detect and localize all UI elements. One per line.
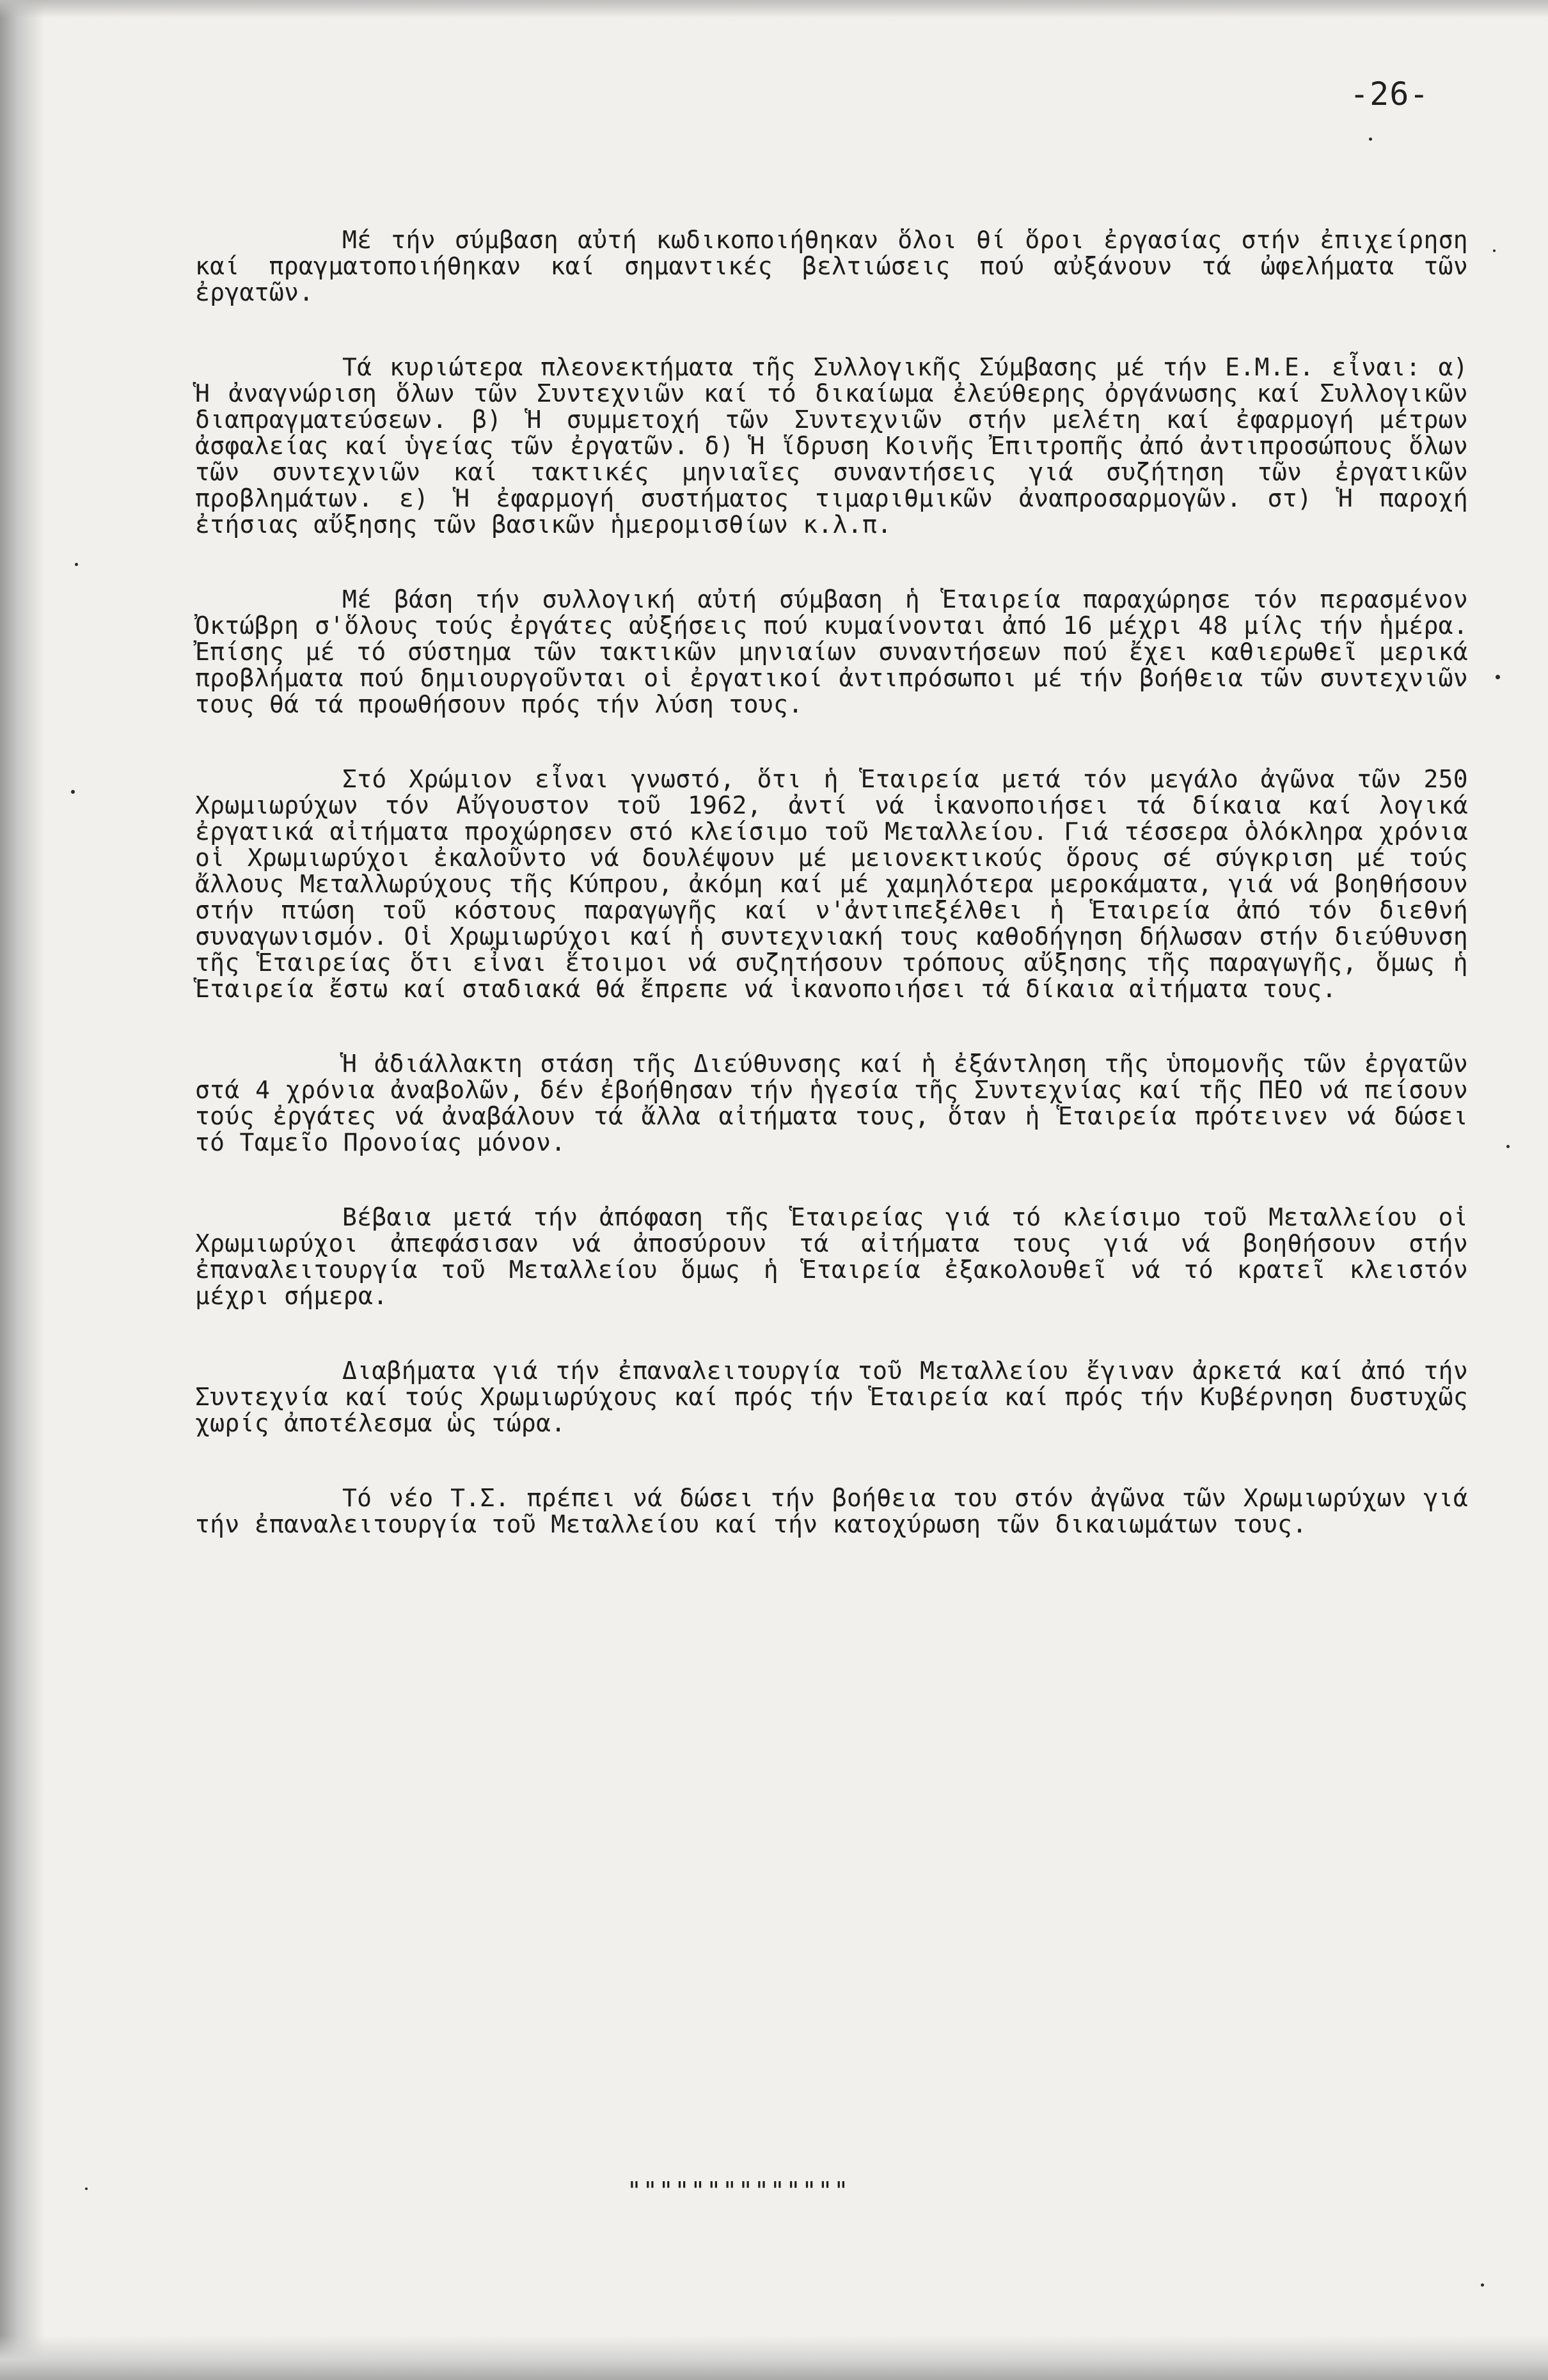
scan-speck	[1496, 675, 1500, 679]
document-body	[195, 227, 1468, 1586]
scan-speck	[1493, 249, 1496, 252]
scan-speck	[1481, 2283, 1484, 2287]
paragraph-3: Μέ βάση τήν συλλογική αὐτή σύμβαση ἡ Ἑταιρεία παραχώρησε τόν περασμένον Ὀκτώβρη σ'ὅλους τούς ἐργάτες αὐξήσεις πού κυμαίνονται ἀπό 16 μέχρι 48 μίλς τήν ἡμέρα. Ἐπίσης μέ τό σύστημα τῶν τακτικῶν μηνιαίων συναντήσεων πού ἔχει καθιερωθεῖ μερικά προβλήματα πού δημιουργοῦνται οἱ ἐργατικοί ἀντιπρόσωποι μέ τήν βοήθεια τῶν συντεχνιῶν τους θά τά προωθήσουν πρός τήν λύση τους.	[195, 585, 1468, 718]
page-number: -26-	[1350, 75, 1430, 113]
paragraph-8: Τό νέο Τ.Σ. πρέπει νά δώσει τήν βοήθεια του στόν ἀγῶνα τῶν Χρωμιωρύχων γιά τήν ἐπαναλειτουργία τοῦ Μεταλλείου καί τήν κατοχύρωση τῶν δικαιωμάτων τους.	[195, 1484, 1468, 1538]
scan-edge-top	[0, 0, 1548, 18]
end-of-text-mark: """"""""""""""	[627, 2177, 850, 2205]
paragraph-5: Ἡ ἀδιάλλακτη στάση τῆς Διεύθυνσης καί ἡ ἐξάντληση τῆς ὑπομονῆς τῶν ἐργατῶν στά 4 χρόνια ἀναβολῶν, δέν ἐβοήθησαν τήν ἡγεσία τῆς Συντεχνίας καί τῆς ΠΕΟ νά πείσουν τούς ἐργάτες νά ἀναβάλουν τά ἄλλα αἰτήματα τους, ὅταν ἡ Ἑταιρεία πρότεινεν νά δώσει τό Ταμεῖο Προνοίας μόνον.	[195, 1050, 1468, 1156]
paragraph-4: Στό Χρώμιον εἶναι γνωστό, ὅτι ἡ Ἑταιρεία μετά τόν μεγάλο ἀγῶνα τῶν 250 Χρωμιωρύχων τόν Αὔγουστον τοῦ 1962, ἀντί νά ἱκανοποιήσει τά δίκαια καί λογικά ἐργατικά αἰτήματα προχώρησεν στό κλείσιμο τοῦ Μεταλλείου. Γιά τέσσερα ὁλόκληρα χρόνια οἱ Χρωμιωρύχοι ἐκαλοῦντο νά δουλέψουν μέ μειονεκτικούς ὅρους σέ σύγκριση μέ τούς ἄλλους Μεταλλωρύχους τῆς Κύπρου, ἀκόμη καί μέ χαμηλότερα μεροκάματα, γιά νά βοηθήσουν στήν πτώση τοῦ κόστους παραγωγῆς καί ν'ἀντιπεξέλθει ἡ Ἑταιρεία ἀπό τόν διεθνή συναγωνισμόν. Οἱ Χρωμιωρύχοι καί ἡ συντεχνιακή τους καθοδήγηση δήλωσαν στήν διεύθυνση τῆς Ἑταιρείας ὅτι εἶναι ἕτοιμοι νά συζητήσουν τρόπους αὔξησης τῆς παραγωγῆς, ὅμως ἡ Ἑταιρεία ἔστω καί σταδιακά θά ἔπρεπε νά ἱκανοποιήσει τά δίκαια αἰτήματα τους.	[195, 765, 1468, 1003]
scan-speck	[71, 790, 75, 794]
scan-speck	[1506, 1145, 1510, 1148]
scan-edge-left	[0, 0, 45, 2380]
scan-speck	[1369, 138, 1372, 141]
scan-speck	[75, 563, 78, 566]
paragraph-7: Διαβήματα γιά τήν ἐπαναλειτουργία τοῦ Μεταλλείου ἔγιναν ἀρκετά καί ἀπό τήν Συντεχνία καί τούς Χρωμιωρύχους καί πρός τήν Ἑταιρεία καί πρός τήν Κυβέρνηση δυστυχῶς χωρίς ἀποτέλεσμα ὡς τώρα.	[195, 1357, 1468, 1437]
paragraph-1: Μέ τήν σύμβαση αὐτή κωδικοποιήθηκαν ὅλοι θί ὅροι ἐργασίας στήν ἐπιχείρηση καί πραγματοποιήθηκαν καί σημαντικές βελτιώσεις πού αὐξάνουν τά ὠφελήματα τῶν ἐργατῶν.	[195, 226, 1468, 306]
paragraph-6: Βέβαια μετά τήν ἀπόφαση τῆς Ἑταιρείας γιά τό κλείσιμο τοῦ Μεταλλείου οἱ Χρωμιωρύχοι ἀπεφάσισαν νά ἀποσύρουν τά αἰτήματα τους γιά νά βοηθήσουν στήν ἐπαναλειτουργία τοῦ Μεταλλείου ὅμως ἡ Ἑταιρεία ἐξακολουθεῖ νά τό κρατεῖ κλειστόν μέχρι σήμερα.	[195, 1203, 1468, 1310]
paragraph-2: Τά κυριώτερα πλεονεκτήματα τῆς Συλλογικῆς Σύμβασης μέ τήν Ε.Μ.Ε. εἶναι: α) Ἡ ἀναγνώριση ὅλων τῶν Συντεχνιῶν καί τό δικαίωμα ἐλεύθερης ὀργάνωσης καί Συλλογικῶν διαπραγματεύσεων. β) Ἡ συμμετοχή τῶν Συντεχνιῶν στήν μελέτη καί ἐφαρμογή μέτρων ἀσφαλείας καί ὑγείας τῶν ἐργατῶν. δ) Ἡ ἵδρυση Κοινῆς Ἐπιτροπῆς ἀπό ἀντιπροσώπους ὅλων τῶν συντεχνιῶν καί τακτικές μηνιαῖες συναντήσεις γιά συζήτηση τῶν ἐργατικῶν προβλημάτων. ε) Ἡ ἐφαρμογή συστήματος τιμαριθμικῶν ἀναπροσαρμογῶν. στ) Ἡ παροχή ἐτήσιας αὔξησης τῶν βασικῶν ἡμερομισθίων κ.λ.π.	[195, 353, 1468, 539]
scan-speck	[85, 2187, 88, 2190]
scan-edge-bottom	[0, 2335, 1548, 2380]
